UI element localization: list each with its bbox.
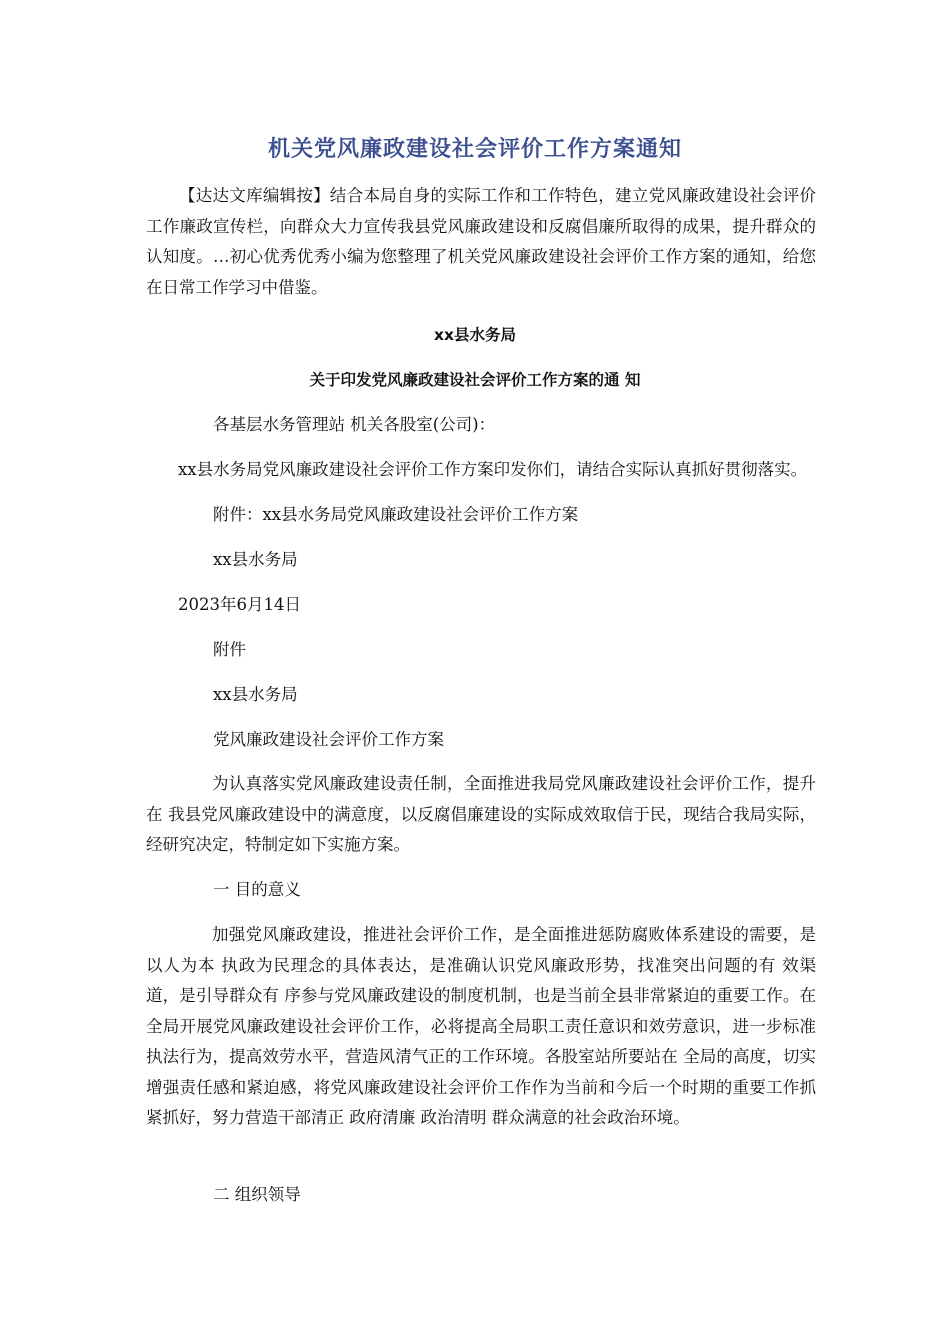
- issuer-heading: xx县水务局: [434, 326, 516, 344]
- section1-body: 加强党风廉政建设，推进社会评价工作，是全面推进惩防腐败体系建设的需要，是以人为本 执政为民理念的具体表达，是准确认识党风廉政形势，找准突出问题的有 效渠道，是引导群众有 序参与党风廉政建设的制度机制，也是当前全县非常紧迫的重要工作。在 全局开展党风廉政建设社会评价工作，必将提高全局职工责任意识和效劳意识，进一步标准执法行为，提高效劳水平，营造风清气正的工作环境。各股室站所要站在 全局的高度，切实增强责任感和紧迫感，将党风廉政建设社会评价工作作为当前和今后一个时期的重要工作抓紧抓好，努力营造干部清正 政府清廉 政治清明 群众满意的社会政治环境。: [146, 925, 816, 1127]
- notice-body: xx县水务局党风廉政建设社会评价工作方案印发你们，请结合实际认真抓好贯彻落实。: [178, 460, 808, 479]
- purpose-paragraph: 为认真落实党风廉政建设责任制，全面推进我局党风廉政建设社会评价工作，提升在 我县党风廉政建设中的满意度，以反腐倡廉建设的实际成效取信于民，现结合我局实际，经研究决定，特制定如下实施方案。: [146, 774, 816, 854]
- intro-paragraph: 【达达文库编辑按】结合本局自身的实际工作和工作特色，建立党风廉政建设社会评价工作廉政宣传栏，向群众大力宣传我县党风廉政建设和反腐倡廉所取得的成果，提升群众的认知度。…初心优秀优秀小编为您整理了机关党风廉政建设社会评价工作方案的通知，给您在日常工作学习中借鉴。: [146, 186, 816, 297]
- attachment-label: 附件: [213, 640, 246, 659]
- signature: xx县水务局: [213, 550, 298, 569]
- date: 2023年6月14日: [178, 595, 301, 614]
- notice-title: 关于印发党风廉政建设社会评价工作方案的通 知: [309, 371, 641, 389]
- attachment-title: 党风廉政建设社会评价工作方案: [213, 730, 444, 749]
- document-title: 机关党风廉政建设社会评价工作方案通知: [267, 137, 682, 162]
- addressee: 各基层水务管理站 机关各股室(公司)：: [213, 415, 496, 434]
- attachment-reference: 附件：xx县水务局党风廉政建设社会评价工作方案: [213, 505, 579, 524]
- section2-heading: 二 组织领导: [213, 1185, 301, 1204]
- attachment-org: xx县水务局: [213, 685, 298, 704]
- section1-heading: 一 目的意义: [213, 880, 301, 899]
